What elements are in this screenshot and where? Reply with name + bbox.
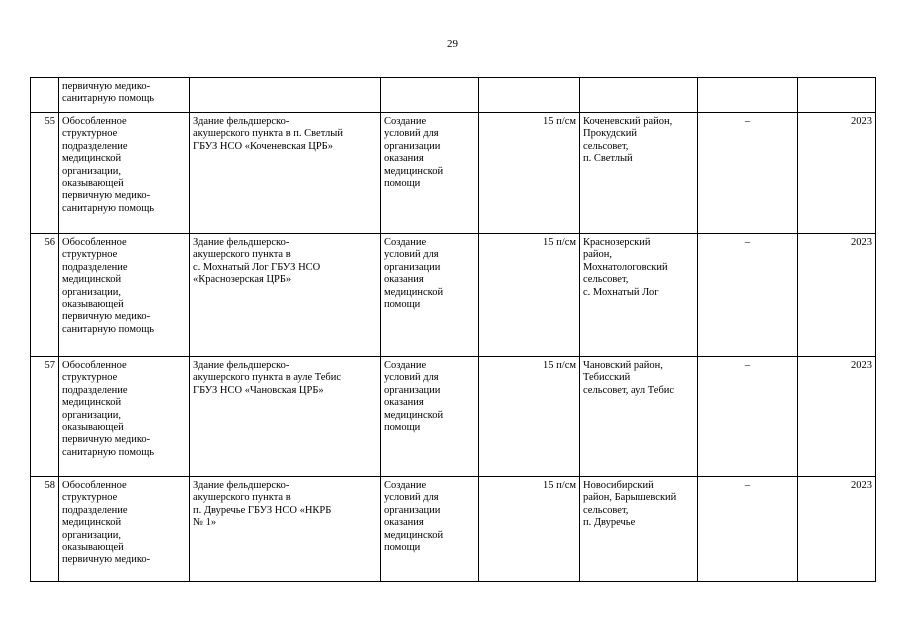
cell-purpose: Создание условий для организации оказания медицинской помощи <box>381 113 479 234</box>
cell-location <box>580 78 698 113</box>
cell-capacity: 15 п/см <box>479 477 580 582</box>
cell-capacity: 15 п/см <box>479 357 580 477</box>
page-number: 29 <box>447 38 458 50</box>
cell-object-type: первичную медико- санитарную помощь <box>59 78 190 113</box>
cell-dash: – <box>698 234 798 357</box>
cell-dash: – <box>698 357 798 477</box>
table-row <box>31 357 876 477</box>
cell-object-type: Обособленное структурное подразделение медицинской организации, оказывающей первичную медико- санитарную помощь <box>59 113 190 234</box>
cell-year <box>798 78 876 113</box>
cell-object-type: Обособленное структурное подразделение медицинской организации, оказывающей первичную медико- санитарную помощь <box>59 234 190 357</box>
table-row <box>31 234 876 357</box>
cell-location: Коченевский район, Прокудский сельсовет, п. Светлый <box>580 113 698 234</box>
cell-dash: – <box>698 477 798 582</box>
objects-table <box>30 77 876 582</box>
cell-capacity: 15 п/см <box>479 234 580 357</box>
cell-location: Чановский район, Тебисский сельсовет, аул Тебис <box>580 357 698 477</box>
cell-building <box>190 78 381 113</box>
cell-capacity <box>479 78 580 113</box>
cell-building: Здание фельдшерско- акушерского пункта в с. Мохнатый Лог ГБУЗ НСО «Краснозерская ЦРБ» <box>190 234 381 357</box>
cell-dash <box>698 78 798 113</box>
table-row <box>31 477 876 582</box>
cell-dash: – <box>698 113 798 234</box>
cell-purpose <box>381 78 479 113</box>
cell-location: Краснозерский район, Мохнатологовский сельсовет, с. Мохнатый Лог <box>580 234 698 357</box>
cell-building: Здание фельдшерско- акушерского пункта в ауле Тебис ГБУЗ НСО «Чановская ЦРБ» <box>190 357 381 477</box>
cell-object-type: Обособленное структурное подразделение медицинской организации, оказывающей первичную медико- санитарную помощь <box>59 357 190 477</box>
cell-number: 58 <box>31 477 59 582</box>
cell-building: Здание фельдшерско- акушерского пункта в п. Двуречье ГБУЗ НСО «НКРБ № 1» <box>190 477 381 582</box>
cell-location: Новосибирский район, Барышевский сельсовет, п. Двуречье <box>580 477 698 582</box>
cell-capacity: 15 п/см <box>479 113 580 234</box>
cell-year: 2023 <box>798 113 876 234</box>
cell-purpose: Создание условий для организации оказания медицинской помощи <box>381 234 479 357</box>
cell-building: Здание фельдшерско- акушерского пункта в п. Светлый ГБУЗ НСО «Коченевская ЦРБ» <box>190 113 381 234</box>
table-row <box>31 113 876 234</box>
cell-year: 2023 <box>798 234 876 357</box>
cell-object-type: Обособленное структурное подразделение медицинской организации, оказывающей первичную медико- <box>59 477 190 582</box>
cell-number <box>31 78 59 113</box>
cell-number: 57 <box>31 357 59 477</box>
cell-purpose: Создание условий для организации оказания медицинской помощи <box>381 357 479 477</box>
cell-year: 2023 <box>798 357 876 477</box>
cell-number: 55 <box>31 113 59 234</box>
cell-year: 2023 <box>798 477 876 582</box>
cell-number: 56 <box>31 234 59 357</box>
cell-purpose: Создание условий для организации оказания медицинской помощи <box>381 477 479 582</box>
table-row-continued <box>31 78 876 113</box>
